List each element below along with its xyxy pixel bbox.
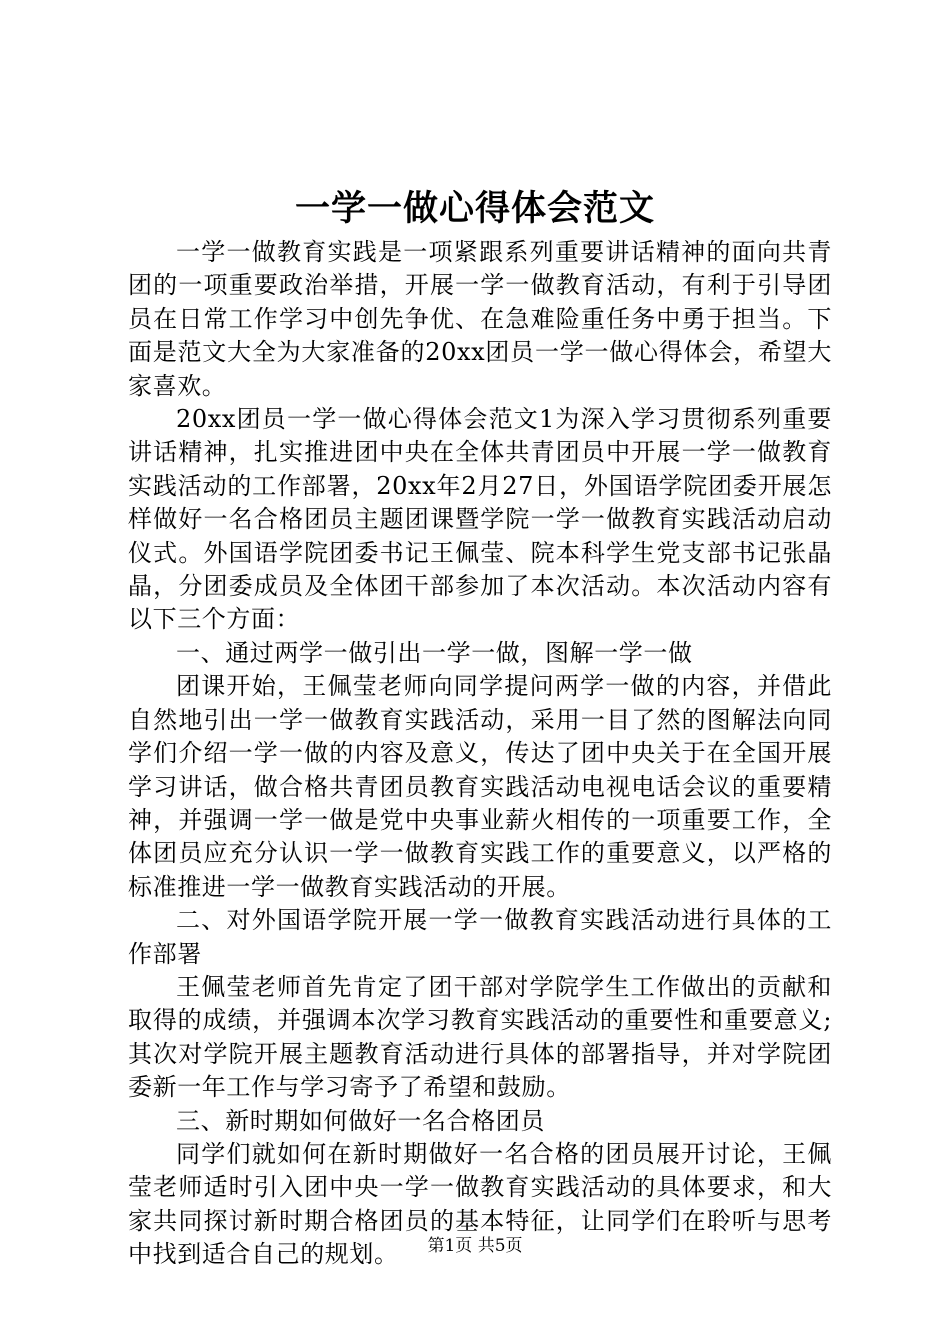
intro-paragraph: 一学一做教育实践是一项紧跟系列重要讲话精神的面向共青团的一项重要政治举措，开展一学一做教育活动，有利于引导团员在日常工作学习中创先争优、在急难险重任务中勇于担当。下面是范文大全为大家准备的20xx团员一学一做心得体会，希望大家喜欢。 <box>128 238 832 400</box>
body-paragraph: 王佩莹老师首先肯定了团干部对学院学生工作做出的贡献和取得的成绩，并强调本次学习教育实践活动的重要性和重要意义;其次对学院开展主题教育活动进行具体的部署指导，并对学院团委新一年工作与学习寄予了希望和鼓励。 <box>128 972 832 1102</box>
section-heading: 三、新时期如何做好一名合格团员 <box>176 1106 545 1135</box>
document-title: 一学一做心得体会范文 <box>294 188 655 229</box>
section-heading: 一、通过两学一做引出一学一做，图解一学一做 <box>176 638 693 667</box>
page-number-footer: 第1页 共5页 <box>427 1236 523 1256</box>
document-body <box>128 236 832 1272</box>
section-heading: 二、对外国语学院开展一学一做教育实践活动进行具体的工作部署 <box>128 906 832 968</box>
body-paragraph: 团课开始，王佩莹老师向同学提问两学一做的内容，并借此自然地引出一学一做教育实践活动，采用一目了然的图解法向同学们介绍一学一做的内容及意义，传达了团中央关于在全国开展学习讲话，做合格共青团员教育实践活动电视电话会议的重要精神，并强调一学一做是党中央事业薪火相传的一项重要工作，全体团员应充分认识一学一做教育实践工作的重要意义，以严格的标准推进一学一做教育实践活动的开展。 <box>128 672 832 901</box>
body-paragraph: 20xx团员一学一做心得体会范文1为深入学习贯彻系列重要讲话精神，扎实推进团中央在全体共青团员中开展一学一做教育实践活动的工作部署，20xx年2月27日，外国语学院团委开展怎样做好一名合格团员主题团课暨学院一学一做教育实践活动启动仪式。外国语学院团委书记王佩莹、院本科学生党支部书记张晶晶，分团委成员及全体团干部参加了本次活动。本次活动内容有以下三个方面： <box>128 405 832 634</box>
body-paragraph: 同学们就如何在新时期做好一名合格的团员展开讨论，王佩莹老师适时引入团中央一学一做教育实践活动的具体要求，和大家共同探讨新时期合格团员的基本特征，让同学们在聆听与思考中找到适合自己的规划。 <box>128 1139 832 1269</box>
